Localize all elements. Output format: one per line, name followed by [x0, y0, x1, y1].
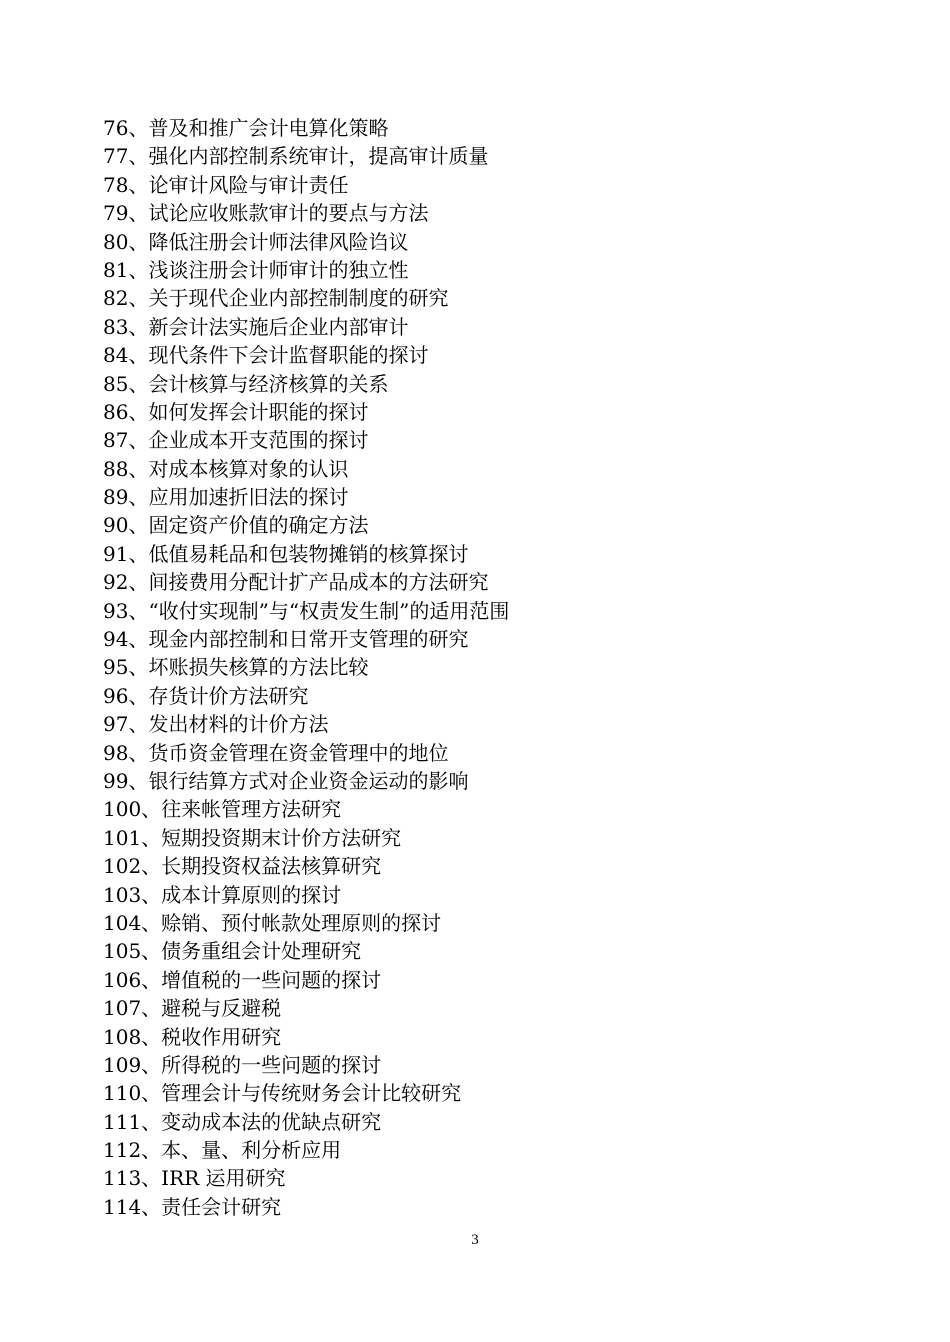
list-item: 87、企业成本开支范围的探讨 [103, 428, 369, 453]
list-item: 95、坏账损失核算的方法比较 [103, 655, 369, 680]
list-item: 82、关于现代企业内部控制制度的研究 [103, 286, 449, 311]
topic-list [103, 114, 863, 1221]
list-item: 84、现代条件下会计监督职能的探讨 [103, 343, 429, 368]
list-item: 98、货币资金管理在资金管理中的地位 [103, 740, 449, 765]
list-item: 110、管理会计与传统财务会计比较研究 [103, 1081, 462, 1106]
list-item: 112、本、量、利分析应用 [103, 1138, 342, 1163]
list-item: 104、赊销、预付帐款处理原则的探讨 [103, 910, 442, 935]
list-item: 99、银行结算方式对企业资金运动的影响 [103, 768, 469, 793]
list-item: 114、责任会计研究 [103, 1194, 282, 1219]
list-item: 113、IRR 运用研究 [103, 1166, 286, 1191]
list-item: 108、税收作用研究 [103, 1024, 282, 1049]
list-item: 97、发出材料的计价方法 [103, 712, 329, 737]
list-item: 78、论审计风险与审计责任 [103, 172, 349, 197]
list-item: 96、存货计价方法研究 [103, 683, 309, 708]
list-item: 76、普及和推广会计电算化策略 [103, 116, 389, 140]
list-item: 100、往来帐管理方法研究 [103, 797, 342, 822]
list-item: 88、对成本核算对象的认识 [103, 456, 349, 481]
list-item: 109、所得税的一些问题的探讨 [103, 1052, 382, 1077]
list-item: 103、成本计算原则的探讨 [103, 882, 342, 907]
list-item: 86、如何发挥会计职能的探讨 [103, 399, 369, 424]
page-number: 3 [471, 1232, 479, 1248]
list-item: 91、低值易耗品和包装物摊销的核算探讨 [103, 541, 469, 566]
list-item: 102、长期投资权益法核算研究 [103, 854, 382, 879]
list-item: 89、应用加速折旧法的探讨 [103, 485, 349, 510]
list-item: 81、浅谈注册会计师审计的独立性 [103, 257, 409, 282]
list-item: 90、固定资产价值的确定方法 [103, 513, 369, 538]
list-item: 80、降低注册会计师法律风险诌议 [103, 229, 409, 254]
list-item: 79、试论应收账款审计的要点与方法 [103, 201, 429, 226]
list-item: 101、短期投资期末计价方法研究 [103, 825, 402, 850]
list-item: 94、现金内部控制和日常开支管理的研究 [103, 627, 469, 652]
list-item: 111、变动成本法的优缺点研究 [103, 1109, 382, 1134]
list-item: 107、避税与反避税 [103, 996, 282, 1021]
list-item: 105、债务重组会计处理研究 [103, 939, 362, 964]
list-item: 83、新会计法实施后企业内部审计 [103, 314, 409, 339]
list-item: 77、强化内部控制系统审计，提高审计质量 [103, 144, 489, 169]
list-item: 85、会计核算与经济核算的关系 [103, 371, 389, 396]
list-item: 106、增值税的一些问题的探讨 [103, 967, 382, 992]
list-item: 92、间接费用分配计扩产品成本的方法研究 [103, 570, 489, 595]
list-item: 93、“收付实现制”与“权责发生制”的适用范围 [103, 598, 510, 623]
